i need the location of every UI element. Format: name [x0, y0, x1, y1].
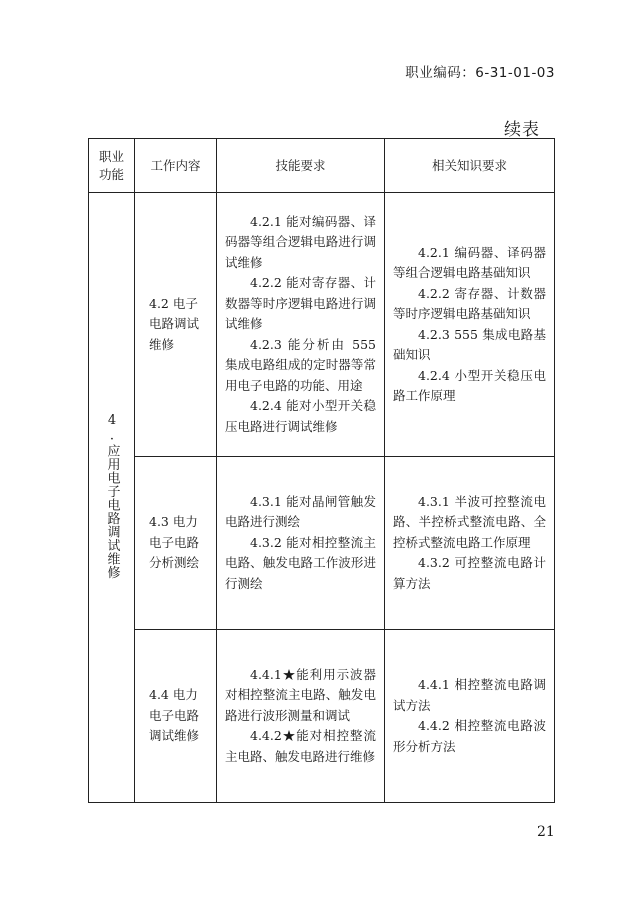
header-skills: 技能要求	[217, 139, 385, 193]
table-row	[89, 193, 555, 457]
knowledge-item: 4.2.2 寄存器、计数器等时序逻辑电路基础知识	[393, 285, 546, 321]
skill-item: 4.4.2★能对相控整流主电路、触发电路进行维修	[225, 728, 376, 764]
table-row	[89, 630, 555, 803]
skill-item: 4.2.4 能对小型开关稳压电路进行调试维修	[225, 398, 376, 434]
knowledge-item: 4.4.2 相控整流电路波形分析方法	[393, 718, 546, 754]
knowledge-item: 4.2.1 编码器、译码器等组合逻辑电路基础知识	[393, 244, 546, 280]
header-function: 职业功能	[89, 139, 135, 193]
knowledge-item: 4.2.4 小型开关稳压电路工作原理	[393, 367, 546, 403]
work-content-cell: 4.4 电力电子电路调试维修	[135, 630, 217, 803]
skills-table	[88, 138, 555, 803]
skill-item: 4.3.2 能对相控整流主电路、触发电路工作波形进行测绘	[225, 534, 376, 591]
knowledge-item: 4.3.2 可控整流电路计算方法	[393, 555, 546, 591]
skill-item: 4.2.3 能分析由 555 集成电路组成的定时器等常用电子电路的功能、用途	[225, 336, 376, 393]
knowledge-item: 4.3.1 半波可控整流电路、半控桥式整流电路、全控桥式整流电路工作原理	[393, 493, 546, 550]
table-row	[89, 457, 555, 630]
function-label: 4.应用电子电路调试维修	[104, 412, 120, 579]
work-content-cell: 4.2 电子电路调试维修	[135, 193, 217, 457]
occupation-code: 职业编码：6-31-01-03	[405, 65, 555, 81]
knowledge-cell	[385, 193, 555, 457]
header-knowledge: 相关知识要求	[385, 139, 555, 193]
knowledge-item: 4.2.3 555 集成电路基础知识	[393, 326, 546, 362]
skill-item: 4.2.2 能对寄存器、计数器等时序逻辑电路进行调试维修	[225, 275, 376, 332]
skills-cell	[217, 457, 385, 630]
header-content: 工作内容	[135, 139, 217, 193]
knowledge-item: 4.4.1 相控整流电路调试方法	[393, 677, 546, 713]
skill-item: 4.3.1 能对晶闸管触发电路进行测绘	[225, 493, 376, 530]
skills-cell	[217, 630, 385, 803]
continued-label: 续表	[504, 120, 540, 140]
skills-cell	[217, 193, 385, 457]
skill-item: 4.2.1 能对编码器、译码器等组合逻辑电路进行调试维修	[225, 213, 376, 270]
page-number: 21	[537, 824, 555, 840]
knowledge-cell	[385, 630, 555, 803]
knowledge-cell	[385, 457, 555, 630]
table-header-row	[89, 139, 555, 193]
function-cell	[89, 193, 135, 803]
skill-item: 4.4.1★能利用示波器对相控整流主电路、触发电路进行波形测量和调试	[225, 666, 376, 723]
work-content-cell: 4.3 电力电子电路分析测绘	[135, 457, 217, 630]
